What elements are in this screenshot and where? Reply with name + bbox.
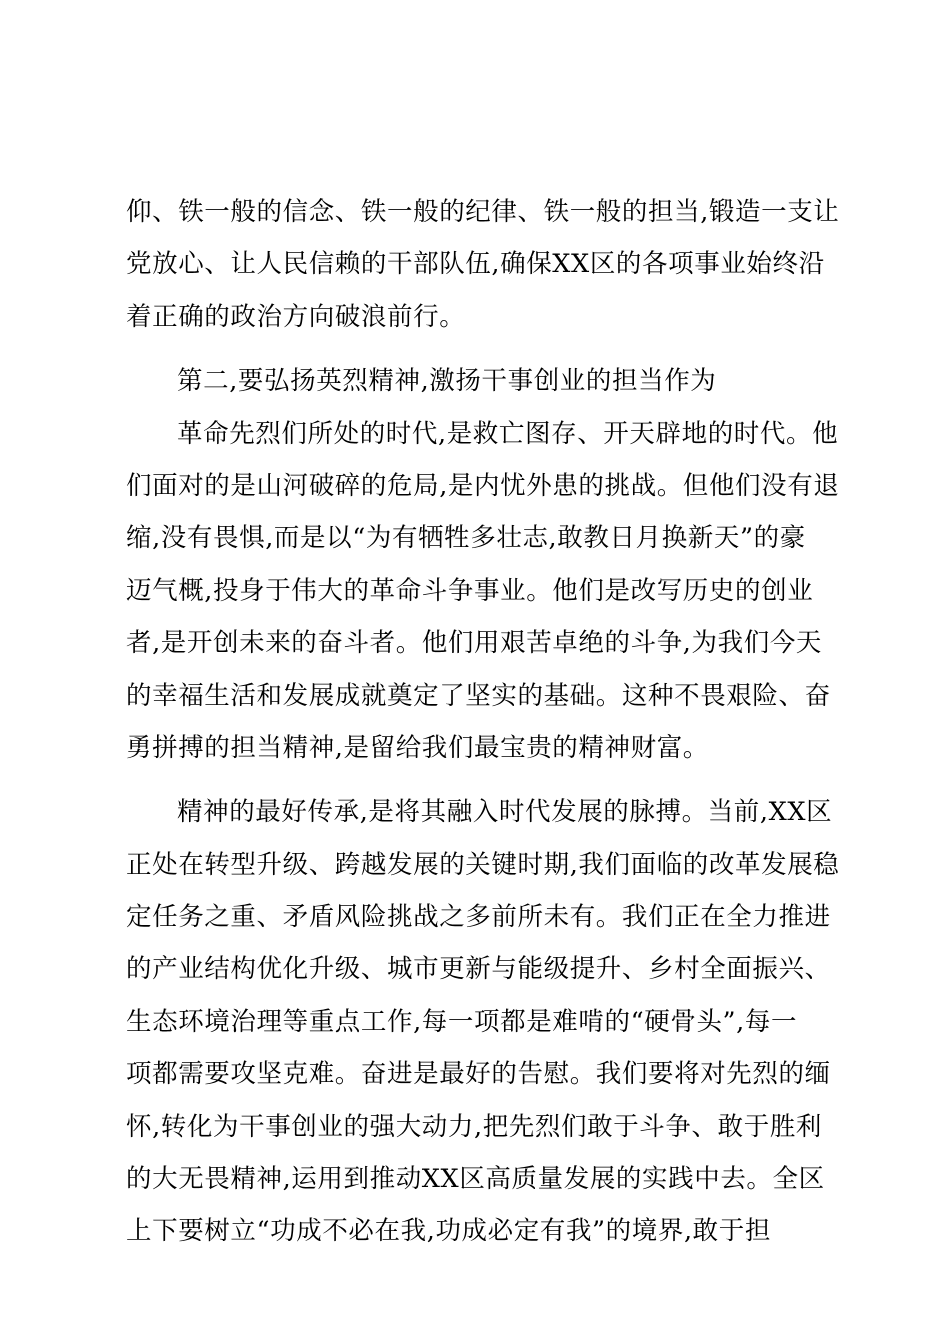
- text-line: 怀,转化为干事创业的强大动力,把先烈们敢于斗争、敢于胜利: [126, 1111, 823, 1142]
- text-line: 正处在转型升级、跨越发展的关键时期,我们面临的改革发展稳: [126, 849, 840, 880]
- section-heading: 第二,要弘扬英烈精神,激扬干事创业的担当作为: [177, 366, 717, 397]
- text-line: 仰、铁一般的信念、铁一般的纪律、铁一般的担当,锻造一支让: [126, 197, 840, 227]
- text-line: 项都需要攻坚克难。奋进是最好的告慰。我们要将对先烈的缅: [126, 1059, 831, 1090]
- text-line: 党放心、让人民信赖的干部队伍,确保XX区的各项事业始终沿: [126, 249, 825, 280]
- text-line: 的幸福生活和发展成就奠定了坚实的基础。这种不畏艰险、奋: [126, 680, 831, 711]
- text-line: 勇拼搏的担当精神,是留给我们最宝贵的精神财富。: [126, 732, 709, 763]
- text-line: 着正确的政治方向破浪前行。: [126, 301, 466, 332]
- text-line: 上下要树立“功成不必在我,功成必定有我”的境界,敢于担: [126, 1216, 771, 1247]
- text-line: 的产业结构优化升级、城市更新与能级提升、乡村全面振兴、: [126, 954, 831, 985]
- text-line: 生态环境治理等重点工作,每一项都是难啃的“硬骨头”,每一: [126, 1006, 798, 1037]
- paragraph-first-line: 革命先烈们所处的时代,是救亡图存、开天辟地的时代。他: [177, 418, 839, 449]
- text-line: 者,是开创未来的奋斗者。他们用艰苦卓绝的斗争,为我们今天: [126, 628, 823, 659]
- document-body: [126, 186, 840, 1258]
- text-line: 定任务之重、矛盾风险挑战之多前所未有。我们正在全力推进: [126, 902, 831, 933]
- text-line: 们面对的是山河破碎的危局,是内忧外患的挑战。但他们没有退: [126, 470, 840, 501]
- text-line: 的大无畏精神,运用到推动XX区高质量发展的实践中去。全区: [126, 1164, 825, 1195]
- text-line: 缩,没有畏惧,而是以“为有牺牲多壮志,敢教日月换新天”的豪: [126, 523, 806, 554]
- text-line: 迈气概,投身于伟大的革命斗争事业。他们是改写历史的创业: [126, 575, 814, 606]
- paragraph-first-line: 精神的最好传承,是将其融入时代发展的脉搏。当前,XX区: [177, 797, 833, 828]
